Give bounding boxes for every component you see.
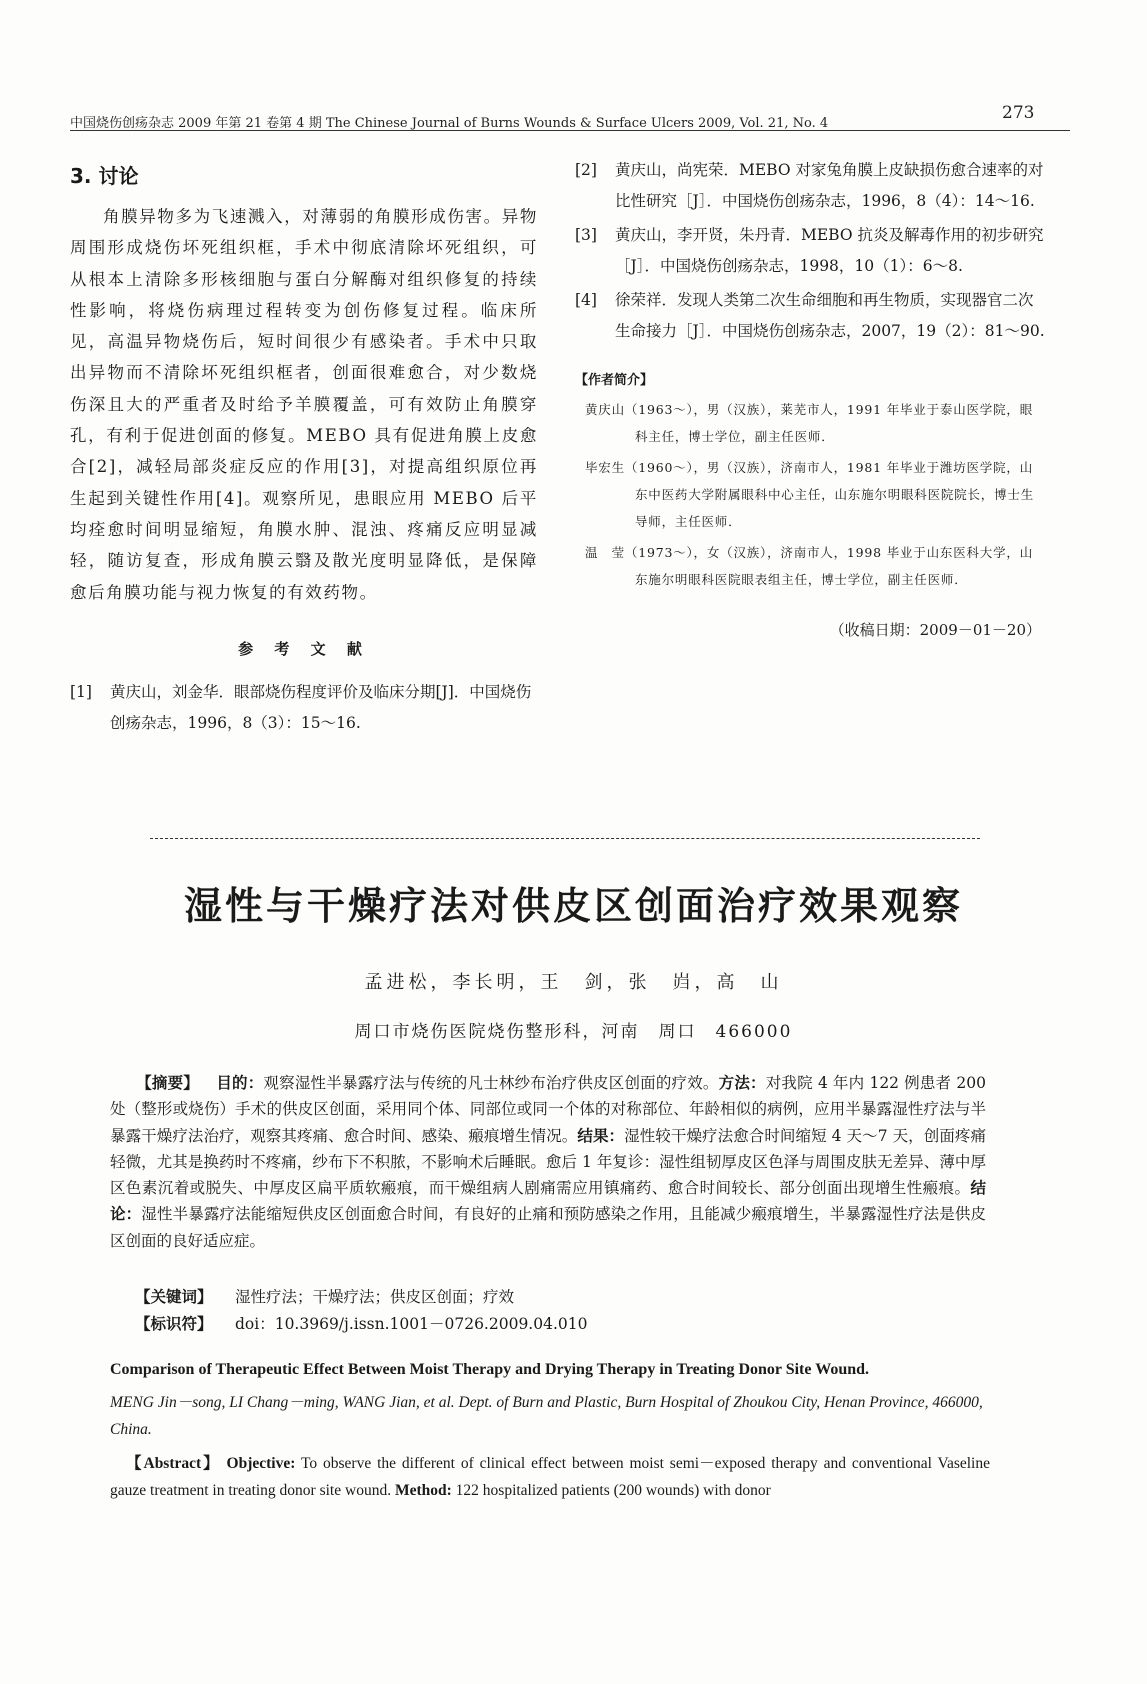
method-text: 对我院 4 年内 122 例患者 200 处（整形或烧伤）手术的供皮区创面，采用同个体、同部位或同一个体的对称部位、年龄相似的病例，应用半暴露湿性疗法与半暴露干燥疗法治疗，观察其疼痛、愈合时间、感染、瘢痕增生情况。 xyxy=(110,1074,986,1145)
chinese-abstract xyxy=(110,1070,986,1254)
en-method-label: Method: xyxy=(394,1482,452,1499)
reference-text: 徐荣祥．发现人类第二次生命细胞和再生物质，实现器官二次生命接力［J］．中国烧伤创疡杂志，2007，19（2）：81～90. xyxy=(615,291,1045,340)
reference-number: [1] xyxy=(70,682,92,701)
conclusion-text: 湿性半暴露疗法能缩短供皮区创面愈合时间，有良好的止痛和预防感染之作用，且能减少瘢痕增生，半暴露湿性疗法是供皮区创面的良好适应症。 xyxy=(110,1205,986,1250)
author-bio: 温 莹（1973～），女（汉族），济南市人，1998 毕业于山东医科大学，山东施尔明眼科医院眼表组主任，博士学位，副主任医师． xyxy=(585,545,1033,587)
identifier-line xyxy=(135,1312,587,1334)
reference-text: 黄庆山，刘金华．眼部烧伤程度评价及临床分期[J]．中国烧伤创疡杂志，1996，8（3）：15～16. xyxy=(110,682,532,732)
keywords-text: 湿性疗法；干燥疗法；供皮区创面；疗效 xyxy=(235,1288,515,1306)
reference-item xyxy=(70,677,538,739)
reference-item xyxy=(575,220,1045,282)
header-rule xyxy=(70,130,1070,131)
author-intro-heading: 【作者简介】 xyxy=(575,373,654,388)
abstract-label: 【摘要】 xyxy=(136,1074,199,1092)
keywords-label: 【关键词】 xyxy=(135,1288,213,1306)
english-abstract xyxy=(110,1450,990,1504)
discussion-paragraph: 角膜异物多为飞速溅入，对薄弱的角膜形成伤害。异物周围形成烧伤坏死组织框，手术中彻底清除坏死组织，可从根本上清除多形核细胞与蛋白分解酶对组织修复的持续性影响，将烧伤病理过程转变为创伤修复过程。临床所见，高温异物烧伤后，短时间很少有感染者。手术中只取出异物而不清除坏死组织框者，创面很难愈合，对少数烧伤深且大的严重者及时给予羊膜覆盖，可有效防止角膜穿孔，有利于促进创面的修复。MEBO 具有促进角膜上皮愈合[2]，减轻局部炎症反应的作用[3]，对提高组织原位再生起到关键性作用[4]。观察所见，患眼应用 MEBO 后平均痊愈时间明显缩短，角膜水肿、混浊、疼痛反应明显减轻，随访复查，形成角膜云翳及散光度明显降低，是保障愈后角膜功能与视力恢复的有效药物。 xyxy=(70,207,538,602)
english-authors: MENG Jin－song, LI Chang－ming, WANG Jian, et al. Dept. of Burn and Plastic, Burn Hospital of Zhoukou City, Henan Province, 466000, China. xyxy=(110,1394,983,1438)
en-objective-text: To observe the different of clinical effect between moist semi－exposed therapy and conventional Vaseline gauze treatment in treating donor site wound. xyxy=(110,1455,990,1499)
left-column xyxy=(70,160,538,739)
en-objective-label: Objective: xyxy=(226,1455,296,1472)
reference-item xyxy=(575,155,1045,217)
discussion-heading: 3. 讨论 xyxy=(70,164,139,188)
keywords-line xyxy=(135,1285,514,1307)
article-affiliation: 周口市烧伤医院烧伤整形科，河南 周口 466000 xyxy=(354,1022,793,1042)
result-text: 湿性较干燥疗法愈合时间缩短 4 天～7 天，创面疼痛轻微，尤其是换药时不疼痛，纱布下不积脓，不影响术后睡眠。愈后 1 年复诊：湿性组韧厚皮区色泽与周围皮肤无差异、薄中厚区色素沉着或脱失、中厚皮区扁平质软瘢痕，而干燥组病人剧痛需应用镇痛药、愈合时间较长、部分创面出现增生性瘢痕。 xyxy=(110,1126,986,1198)
objective-text: 观察湿性半暴露疗法与传统的凡士林纱布治疗供皮区创面的疗效。 xyxy=(263,1074,719,1092)
objective-label: 目的： xyxy=(216,1074,264,1092)
identifier-label: 【标识符】 xyxy=(135,1315,213,1333)
page-number: 273 xyxy=(1002,103,1035,123)
author-bio: 黄庆山（1963～），男（汉族），莱芜市人，1991 年毕业于泰山医学院，眼科主任，博士学位，副主任医师． xyxy=(585,402,1033,444)
en-abstract-label: 【Abstract】 xyxy=(126,1455,221,1472)
reference-number: [4] xyxy=(575,291,597,309)
method-label: 方法： xyxy=(718,1074,766,1092)
reference-text: 黄庆山，李开贤，朱丹青．MEBO 抗炎及解毒作用的初步研究［J］．中国烧伤创疡杂志，1998，10（1）：6～8. xyxy=(615,226,1044,275)
reference-text: 黄庆山，尚宪荣．MEBO 对家兔角膜上皮缺损伤愈合速率的对比性研究［J］．中国烧伤创疡杂志，1996，8（4）：14～16. xyxy=(615,161,1044,210)
article-divider xyxy=(150,838,980,839)
result-label: 结果： xyxy=(577,1126,625,1145)
received-date: （收稿日期：2009－01－20） xyxy=(829,621,1041,639)
author-bio: 毕宏生（1960～），男（汉族），济南市人，1981 年毕业于潍坊医学院，山东中医药大学附属眼科中心主任，山东施尔明眼科医院院长，博士生导师，主任医师． xyxy=(585,460,1035,529)
article-title: 湿性与干燥疗法对供皮区创面治疗效果观察 xyxy=(183,884,963,928)
english-title: Comparison of Therapeutic Effect Between Moist Therapy and Drying Therapy in Treating Donor Site Wound. xyxy=(110,1361,870,1378)
references-heading: 参 考 文 献 xyxy=(238,639,370,658)
right-column xyxy=(575,155,1045,640)
article-authors: 孟进松，李长明，王 剑，张 岿，高 山 xyxy=(364,972,783,993)
reference-item xyxy=(575,285,1045,347)
running-header: 中国烧伤创疡杂志 2009 年第 21 卷第 4 期 The Chinese Journal of Burns Wounds & Surface Ulcers 2009, Vol. 21, No. 4 xyxy=(70,116,829,131)
reference-number: [3] xyxy=(575,226,597,244)
conclusion-label: 结论： xyxy=(110,1179,986,1224)
en-method-text: 122 hospitalized patients (200 wounds) with donor xyxy=(455,1482,771,1499)
reference-number: [2] xyxy=(575,161,597,179)
identifier-text: doi：10.3969/j.issn.1001－0726.2009.04.010 xyxy=(235,1315,588,1333)
